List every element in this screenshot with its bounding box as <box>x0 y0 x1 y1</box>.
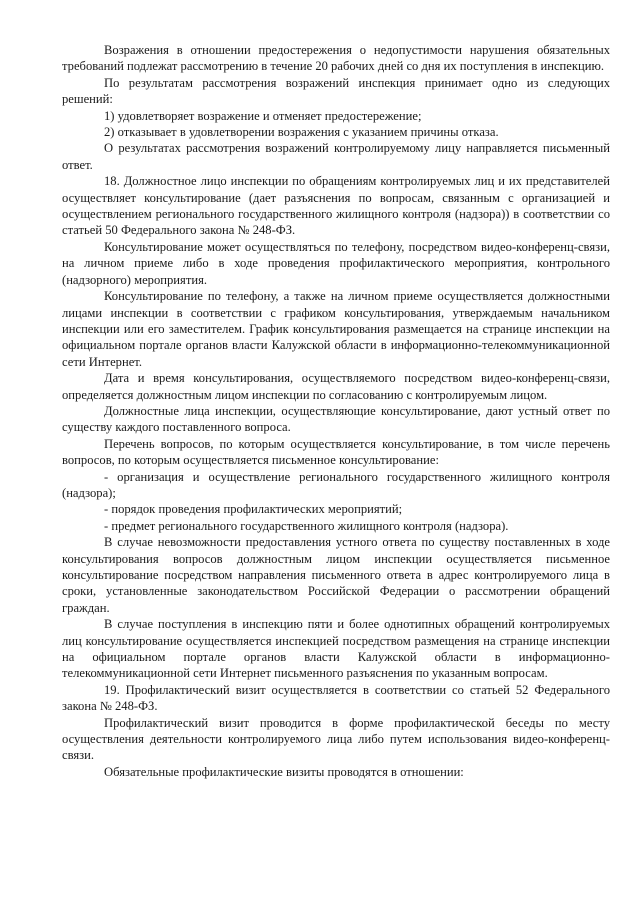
paragraph: О результатах рассмотрения возражений контролируемому лицу направляется письменный ответ. <box>62 141 610 172</box>
paragraph: Дата и время консультирования, осуществляемого посредством видео-конференц-связи, определяется должностным лицом инспекции по согласованию с контролируемым лицом. <box>62 371 610 402</box>
paragraph: Профилактический визит проводится в форме профилактической беседы по месту осуществления деятельности контролируемого лица либо путем использования видео-конференц-связи. <box>62 715 610 763</box>
section-19-paragraph: 19. Профилактический визит осуществляется в соответствии со статьей 52 Федерального закона № 248-ФЗ. <box>62 682 610 714</box>
paragraph: В случае невозможности предоставления устного ответа по существу поставленных в ходе консультирования вопросов должностным лицом инспекции осуществляется письменное консультирование посредством направления письменного ответа в адрес контролируемого лица в сроки, установленные законодательством Российской Федерации о рассмотрении обращений граждан. <box>62 535 610 615</box>
paragraph: Возражения в отношении предостережения о недопустимости нарушения обязательных требований подлежат рассмотрению в течение 20 рабочих дней со дня их поступления в инспекцию. <box>62 43 610 74</box>
list-item: 1) удовлетворяет возражение и отменяет предостережение; <box>104 108 422 123</box>
paragraph: Консультирование по телефону, а также на личном приеме осуществляется должностными лицами инспекции в соответствии с графиком консультирования, утверждаемым начальником инспекции или его заместителем. График консультирования размещается на странице инспекции на официальном портале органов власти Калужской области в информационно-телекоммуникационной сети Интернет. <box>62 289 610 369</box>
section-18-paragraph: 18. Должностное лицо инспекции по обращениям контролируемых лиц и их представителей осуществляет консультирование (дает разъяснения по вопросам, связанным с организацией и осуществлением регионального государственного жилищного контроля (надзора)) в соответствии со статьей 50 Федерального закона № 248-ФЗ. <box>62 174 610 238</box>
paragraph: Должностные лица инспекции, осуществляющие консультирование, дают устный ответ по существу каждого поставленного вопроса. <box>62 403 610 435</box>
paragraph: В случае поступления в инспекцию пяти и более однотипных обращений контролируемых лиц консультирование осуществляется инспекцией посредством размещения на странице инспекции на официальном портале органов власти Калужской области в информационно-телекоммуникационной сети Интернет письменного разъяснения по указанным вопросам. <box>62 617 610 681</box>
list-item: 2) отказывает в удовлетворении возражения с указанием причины отказа. <box>104 125 499 140</box>
paragraph: Перечень вопросов, по которым осуществляется консультирование, в том числе перечень вопросов, по которым осуществляется письменное консультирование: <box>62 436 610 468</box>
list-item: - организация и осуществление регионального государственного жилищного контроля (надзора); <box>62 469 610 500</box>
paragraph: По результатам рассмотрения возражений инспекция принимает одно из следующих решений: <box>62 75 610 107</box>
document-page <box>62 42 610 780</box>
paragraph: Обязательные профилактические визиты проводятся в отношении: <box>104 764 464 779</box>
list-item: - порядок проведения профилактических мероприятий; <box>104 502 403 517</box>
paragraph: Консультирование может осуществляться по телефону, посредством видео-конференц-связи, на личном приеме либо в ходе проведения профилактического мероприятия, контрольного (надзорного) мероприятия. <box>62 239 610 287</box>
list-item: - предмет регионального государственного жилищного контроля (надзора). <box>104 518 509 533</box>
